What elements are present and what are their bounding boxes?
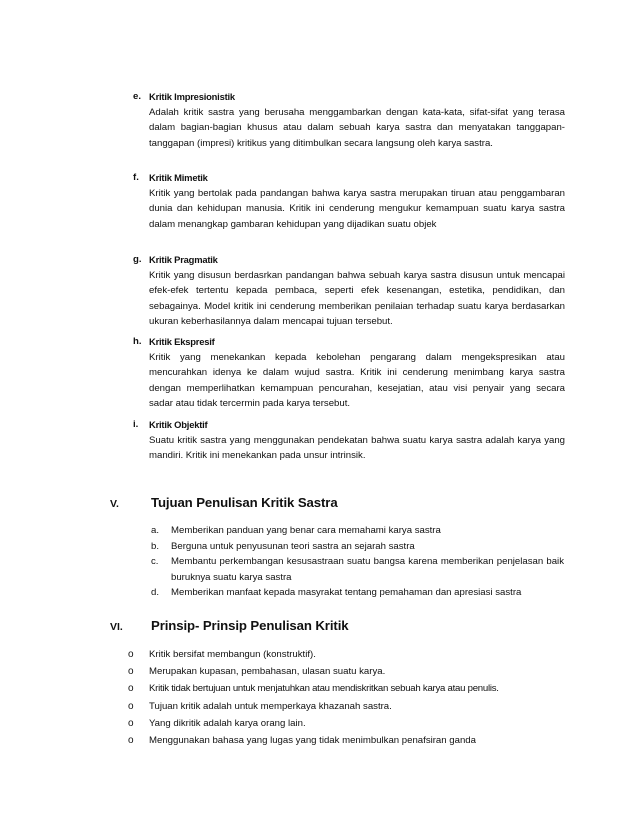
section-number: V. — [110, 498, 119, 510]
critic-description: Kritik yang bertolak pada pandangan bahwa karya sastra merupakan tiruan atau penggambaran dunia dan kehidupan manusia. Kritik ini cenderung mengukur kemampuan suatu karya sastra dalam menangkap gambaran kehidupan yang dijadikan suatu objek — [149, 187, 565, 230]
critic-item-pragmatik — [133, 252, 565, 330]
list-item-text: Tujuan kritik adalah untuk memperkaya khazanah sastra. — [149, 700, 392, 712]
list-item — [128, 715, 568, 732]
goals-list — [151, 523, 564, 601]
list-item — [151, 523, 564, 539]
list-item-text: Berguna untuk penyusunan teori sastra an sejarah sastra — [171, 540, 415, 552]
list-marker: d. — [151, 587, 160, 599]
critic-title: Kritik Objektif — [149, 419, 208, 430]
list-item — [151, 539, 564, 555]
list-item-text: Kritik tidak bertujuan untuk menjatuhkan atau mendiskritkan sebuah karya atau penulis. — [149, 683, 499, 695]
critic-description: Adalah kritik sastra yang berusaha menggambarkan dengan kata-kata, sifat-sifat yang terasa dalam bagian-bagian khusus atau dalam sebuah karya sastra dan menyatakan tanggapan-tanggapan (impresi) kritikus yang ditimbulkan secara langsung oleh karya sastra. — [149, 106, 565, 149]
list-item-text: Yang dikritik adalah karya orang lain. — [149, 717, 306, 729]
list-item — [128, 663, 568, 680]
list-marker: c. — [151, 556, 159, 568]
critic-item-impresionistik — [133, 89, 565, 151]
list-item-text: Memberikan panduan yang benar cara memahami karya sastra — [171, 525, 441, 536]
bullet-icon: o — [128, 666, 134, 678]
list-item — [128, 732, 568, 749]
list-item — [128, 646, 568, 663]
list-marker: b. — [151, 540, 160, 552]
list-marker: h. — [133, 336, 142, 347]
list-item — [151, 585, 564, 601]
list-item — [151, 554, 564, 585]
list-item-text: Merupakan kupasan, pembahasan, ulasan suatu karya. — [149, 666, 386, 678]
critic-description: Kritik yang menekankan kepada kebolehan pengarang dalam mengekspresikan atau mencurahkan idenya ke dalam wujud sastra. Kritik ini cenderung menimbang karya sastra dengan memperlihatkan kemampuan pencurahan, kesejatian, atau visi penyair yang secara sadar atau tidak tercermin pada karya tersebut. — [149, 351, 565, 410]
bullet-icon: o — [128, 649, 134, 660]
list-item-text: Kritik bersifat membangun (konstruktif). — [149, 649, 316, 660]
list-marker: f. — [133, 172, 139, 183]
critic-description: Suatu kritik sastra yang menggunakan pendekatan bahwa suatu karya sastra adalah karya yang mandiri. Kritik ini menekankan pada unsur intrinsik. — [149, 434, 565, 462]
list-item — [128, 680, 568, 697]
section-number: VI. — [110, 621, 123, 633]
list-item — [128, 698, 568, 715]
bullet-icon: o — [128, 683, 134, 695]
principles-list — [128, 646, 568, 749]
list-marker: g. — [133, 254, 142, 265]
list-marker: i. — [133, 419, 139, 430]
section-heading: Prinsip- Prinsip Penulisan Kritik — [151, 618, 349, 633]
list-marker: e. — [133, 91, 142, 102]
bullet-icon: o — [128, 735, 134, 747]
critic-item-objektif — [133, 417, 565, 464]
list-marker: a. — [151, 525, 160, 536]
list-item-text: Membantu perkembangan kesusastraan suatu bangsa karena memberikan penjelasan baik buruknya suatu karya sastra — [171, 556, 564, 583]
list-item-text: Memberikan manfaat kepada masyrakat tentang pemahaman dan apresiasi sastra — [171, 587, 522, 599]
bullet-icon: o — [128, 717, 134, 729]
critic-item-mimetik — [133, 170, 565, 232]
critic-title: Kritik Mimetik — [149, 172, 208, 183]
critic-title: Kritik Pragmatik — [149, 254, 218, 265]
list-item-text: Menggunakan bahasa yang lugas yang tidak menimbulkan penafsiran ganda — [149, 735, 476, 747]
section-heading: Tujuan Penulisan Kritik Sastra — [151, 495, 338, 510]
bullet-icon: o — [128, 700, 134, 712]
critic-title: Kritik Ekspresif — [149, 336, 215, 347]
critic-item-ekspresif — [133, 334, 565, 412]
critic-title: Kritik Impresionistik — [149, 91, 235, 102]
critic-description: Kritik yang disusun berdasrkan pandangan bahwa sebuah karya sastra disusun untuk mencapai efek-efek tertentu kepada pembaca, seperti efek kesenangan, estetika, pendidikan, dan sebagainya. Model kritik ini cenderung memberikan penilaian terhadap suatu karya berdasarkan ukuran keberhasilannya dalam mencapai tujuan tersebut. — [149, 269, 565, 328]
